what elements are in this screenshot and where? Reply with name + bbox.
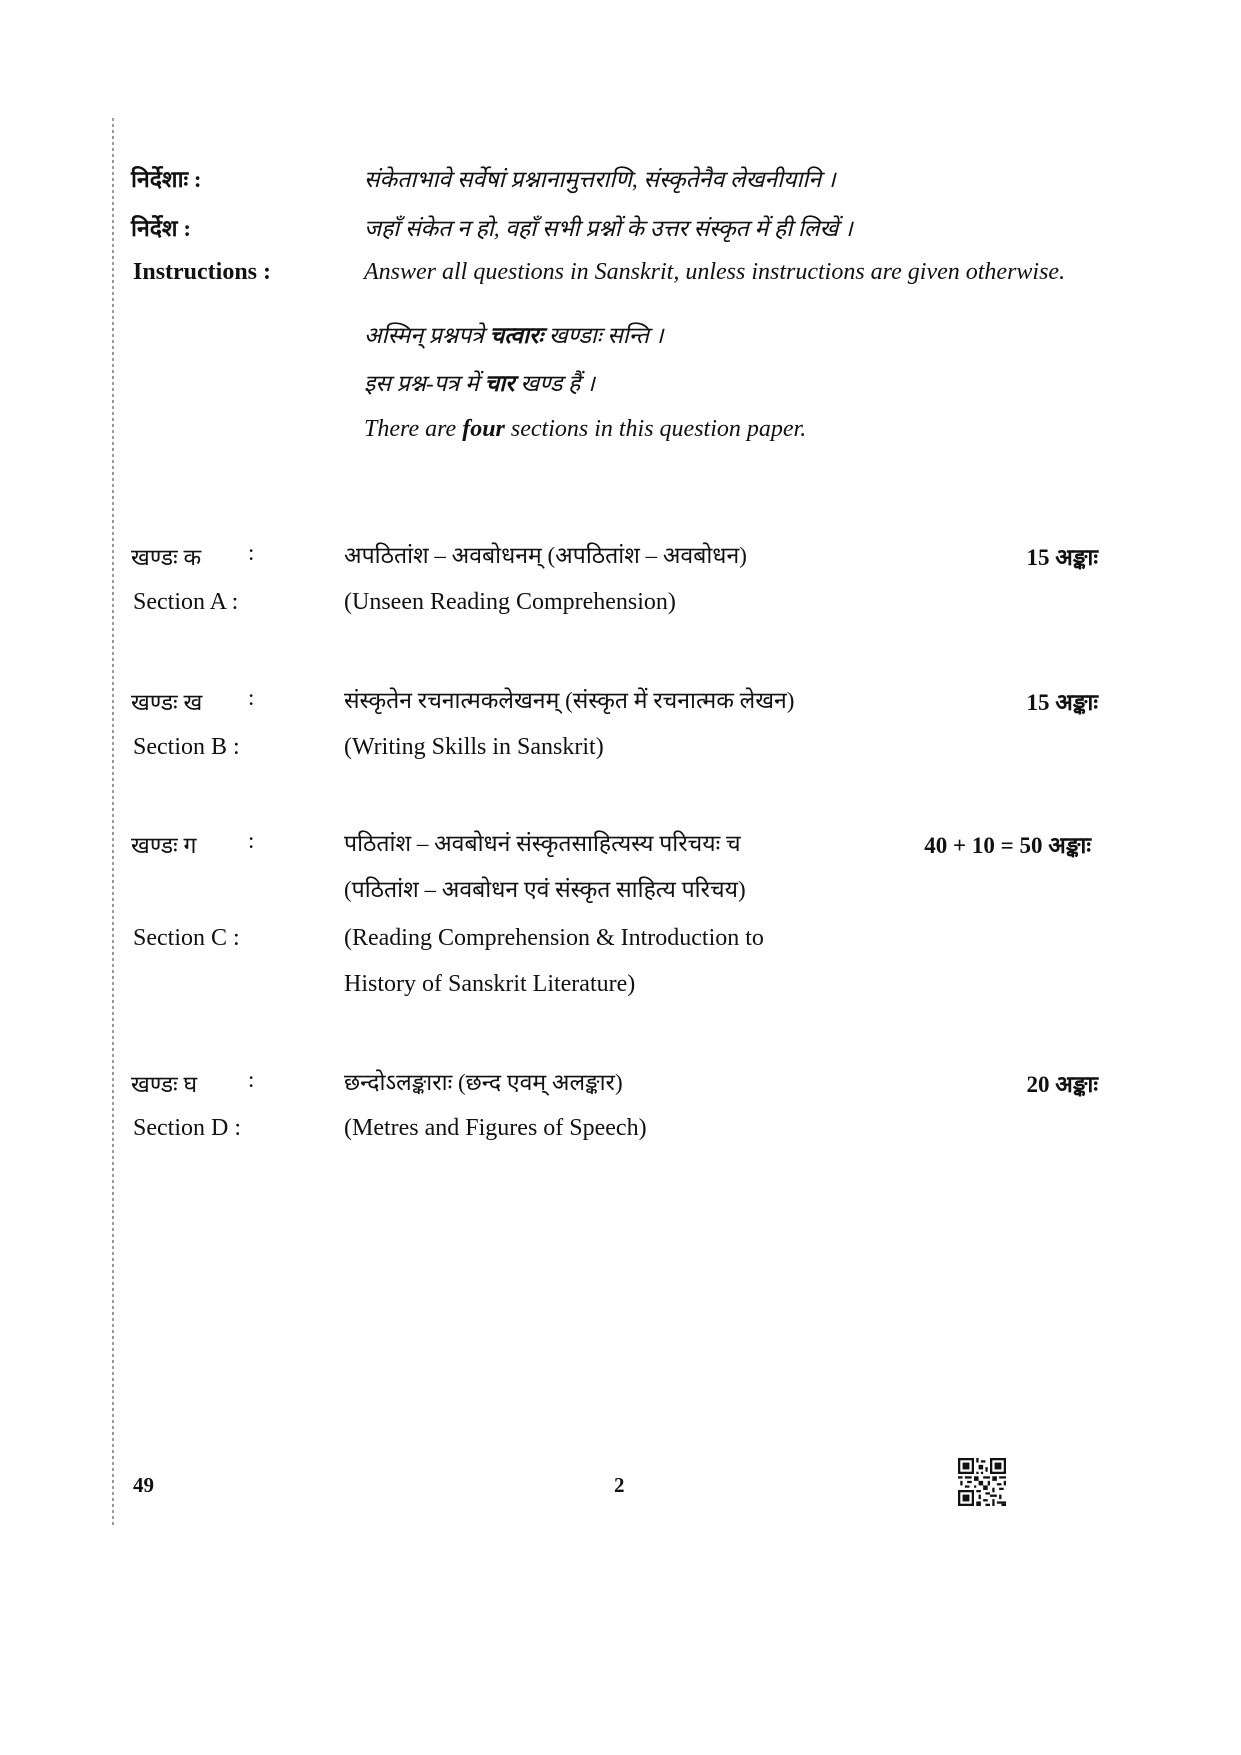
section-d-label-sanskrit: खण्डः घ	[131, 1072, 198, 1097]
sections-count-sanskrit-pre: अस्मिन् प्रश्नपत्रे	[364, 323, 484, 348]
instructions-text-hindi: जहाँ संकेत न हो, वहाँ सभी प्रश्नों के उत्तर संस्कृत में ही लिखें ।	[364, 216, 853, 241]
section-b-label-english: Section B :	[133, 734, 240, 760]
sections-count-hindi-post: खण्ड हैं ।	[520, 371, 595, 396]
sections-count-english-pre: There are	[364, 416, 457, 442]
page-number: 2	[614, 1473, 625, 1497]
sections-count-hindi	[364, 366, 595, 398]
section-d-title-sanskrit: छन्दोऽलङ्काराः (छन्द एवम् अलङ्कार)	[344, 1070, 623, 1095]
section-a-label-english: Section A :	[133, 589, 239, 615]
instructions-label-hindi: निर्देश :	[131, 216, 191, 241]
section-d-label-english: Section D :	[133, 1115, 241, 1141]
section-a-title-sanskrit: अपठितांश – अवबोधनम् (अपठितांश – अवबोधन)	[344, 543, 747, 568]
section-c-title-english: (Reading Comprehension & Introduction to	[344, 925, 764, 951]
sections-count-hindi-bold: चार	[484, 371, 515, 396]
sections-count-hindi-pre: इस प्रश्न-पत्र में	[364, 371, 479, 396]
sections-count-english-bold: four	[462, 416, 505, 442]
section-c-title-english-2: History of Sanskrit Literature)	[344, 971, 636, 997]
section-d-title-english: (Metres and Figures of Speech)	[344, 1115, 647, 1141]
sections-count-english	[364, 416, 806, 443]
section-a-title-english: (Unseen Reading Comprehension)	[344, 589, 676, 615]
section-c-marks: 40 + 10 = 50 अङ्काः	[924, 833, 1091, 858]
section-c-label-sanskrit: खण्डः ग	[131, 833, 197, 858]
section-b-title-english: (Writing Skills in Sanskrit)	[344, 734, 604, 760]
sections-count-english-post: sections in this question paper.	[510, 416, 807, 442]
paper-code: 49	[133, 1473, 154, 1497]
section-d-marks: 20 अङ्काः	[1026, 1072, 1098, 1097]
section-c-title-sanskrit-2: (पठितांश – अवबोधन एवं संस्कृत साहित्य परिचय)	[344, 877, 746, 902]
instructions-text-english: Answer all questions in Sanskrit, unless instructions are given otherwise.	[364, 259, 1066, 285]
section-c-label-english: Section C :	[133, 925, 240, 951]
section-a-label-sanskrit: खण्डः क	[131, 545, 202, 570]
section-a-marks: 15 अङ्काः	[1026, 545, 1098, 570]
qr-code-icon	[958, 1458, 1006, 1506]
section-b-colon: :	[248, 685, 255, 710]
instructions-text-sanskrit: संकेताभावे सर्वेषां प्रश्नानामुत्तराणि, संस्कृतेनैव लेखनीयानि ।	[364, 167, 836, 192]
margin-dotted-strip	[112, 118, 114, 1528]
section-b-label-sanskrit: खण्डः ख	[131, 690, 203, 715]
instructions-label-english: Instructions :	[133, 259, 272, 285]
sections-count-sanskrit-bold: चत्वारः	[489, 323, 544, 348]
sections-count-sanskrit	[364, 318, 663, 350]
section-b-title-sanskrit: संस्कृतेन रचनात्मकलेखनम् (संस्कृत में रचनात्मक लेखन)	[344, 688, 795, 713]
section-c-colon: :	[248, 828, 255, 853]
section-d-colon: :	[248, 1067, 255, 1092]
section-b-marks: 15 अङ्काः	[1026, 690, 1098, 715]
section-a-colon: :	[248, 540, 255, 565]
section-c-title-sanskrit: पठितांश – अवबोधनं संस्कृतसाहित्यस्य परिचयः च	[344, 831, 741, 856]
sections-count-sanskrit-post: खण्डाः सन्ति ।	[548, 323, 664, 348]
instructions-label-sanskrit: निर्देशाः :	[131, 167, 202, 192]
